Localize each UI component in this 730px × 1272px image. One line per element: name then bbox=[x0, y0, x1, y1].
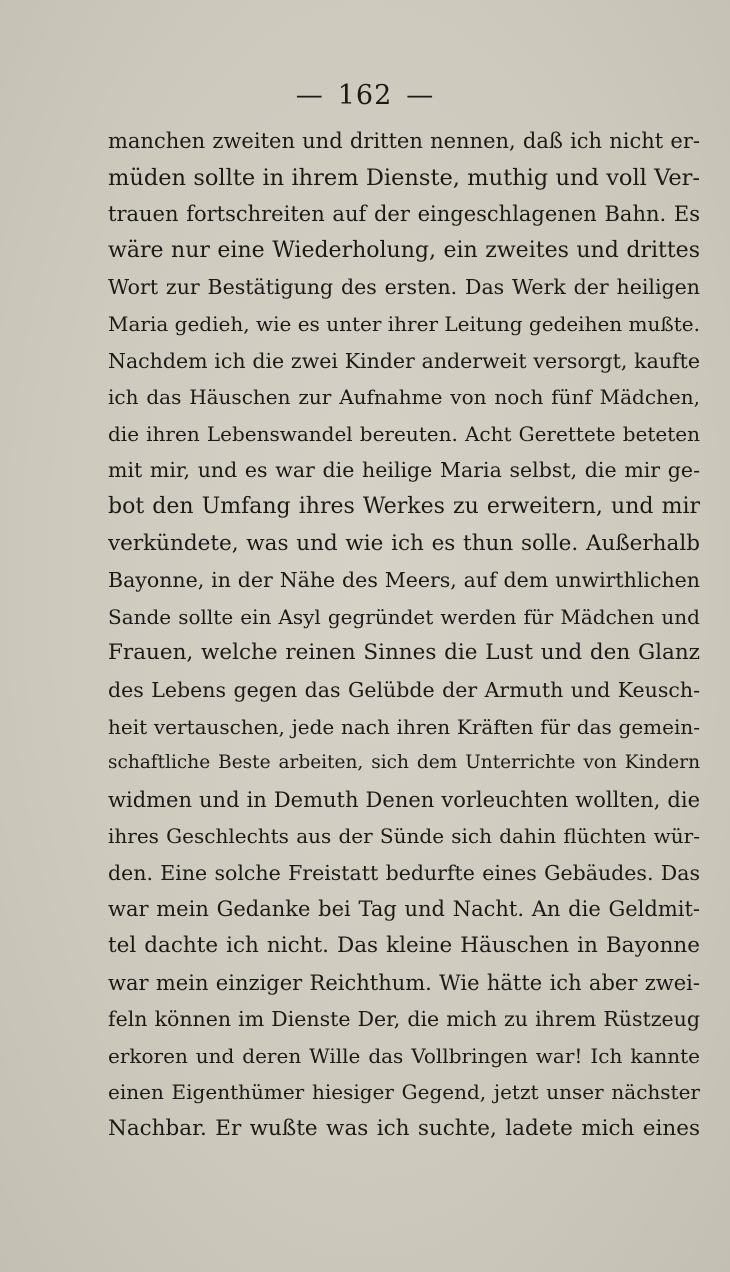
text-line: Frauen, welche reinen Sinnes die Lust und den Glanz bbox=[108, 640, 700, 666]
text-line: mit mir, und es war die heilige Maria selbst, die mir ge- bbox=[108, 458, 700, 483]
page-number-dash-right: — bbox=[406, 80, 435, 111]
body-text bbox=[108, 123, 700, 1148]
text-line: widmen und in Demuth Denen vorleuchten wollten, die bbox=[108, 787, 700, 812]
text-line: manchen zweiten und dritten nennen, daß ich nicht er- bbox=[108, 129, 700, 153]
text-line: tel dachte ich nicht. Das kleine Häuschen in Bayonne bbox=[108, 933, 700, 959]
text-line: war mein einziger Reichthum. Wie hätte ich aber zwei- bbox=[108, 970, 700, 995]
text-line: die ihren Lebenswandel bereuten. Acht Gerettete beteten bbox=[108, 421, 700, 446]
text-line: feln können im Dienste Der, die mich zu ihrem Rüstzeug bbox=[108, 1007, 700, 1032]
text-line: heit vertauschen, jede nach ihren Kräften für das gemein- bbox=[108, 714, 700, 739]
text-line: Wort zur Bestätigung des ersten. Das Werk der heiligen bbox=[108, 275, 700, 300]
text-line: den. Eine solche Freistatt bedurfte eines Gebäudes. Das bbox=[108, 860, 700, 885]
text-line: trauen fortschreiten auf der eingeschlagenen Bahn. Es bbox=[108, 202, 700, 227]
text-line: ihres Geschlechts aus der Sünde sich dahin flüchten wür- bbox=[108, 824, 700, 849]
page-number bbox=[0, 80, 730, 111]
text-line: Nachdem ich die zwei Kinder anderweit versorgt, kaufte bbox=[108, 348, 700, 373]
text-line: einen Eigenthümer hiesiger Gegend, jetzt unser nächster bbox=[108, 1080, 700, 1105]
text-line: Maria gedieh, wie es unter ihrer Leitung gedeihen mußte. bbox=[108, 311, 700, 336]
text-line: des Lebens gegen das Gelübde der Armuth und Keusch- bbox=[108, 677, 700, 702]
text-line: Sande sollte ein Asyl gegründet werden für Mädchen und bbox=[108, 604, 700, 629]
text-line: verkündete, was und wie ich es thun solle. Außerhalb bbox=[108, 530, 700, 556]
text-line: müden sollte in ihrem Dienste, muthig und voll Ver- bbox=[108, 164, 700, 191]
text-line: Bayonne, in der Nähe des Meers, auf dem unwirthlichen bbox=[108, 568, 700, 593]
page-number-dash-left: — bbox=[295, 80, 324, 111]
text-line: bot den Umfang ihres Werkes zu erweitern, und mir bbox=[108, 493, 700, 519]
text-line: schaftliche Beste arbeiten, sich dem Unterrichte von Kindern bbox=[108, 752, 700, 774]
text-line: Nachbar. Er wußte was ich suchte, ladete mich eines bbox=[108, 1116, 700, 1142]
text-line: ich das Häuschen zur Aufnahme von noch fünf Mädchen, bbox=[108, 385, 700, 410]
text-line: wäre nur eine Wiederholung, ein zweites und drittes bbox=[108, 237, 700, 263]
text-line: war mein Gedanke bei Tag und Nacht. An die Geldmit- bbox=[108, 897, 700, 922]
page-number-value: 162 bbox=[337, 80, 393, 111]
text-line: erkoren und deren Wille das Vollbringen war! Ich kannte bbox=[108, 1043, 700, 1068]
